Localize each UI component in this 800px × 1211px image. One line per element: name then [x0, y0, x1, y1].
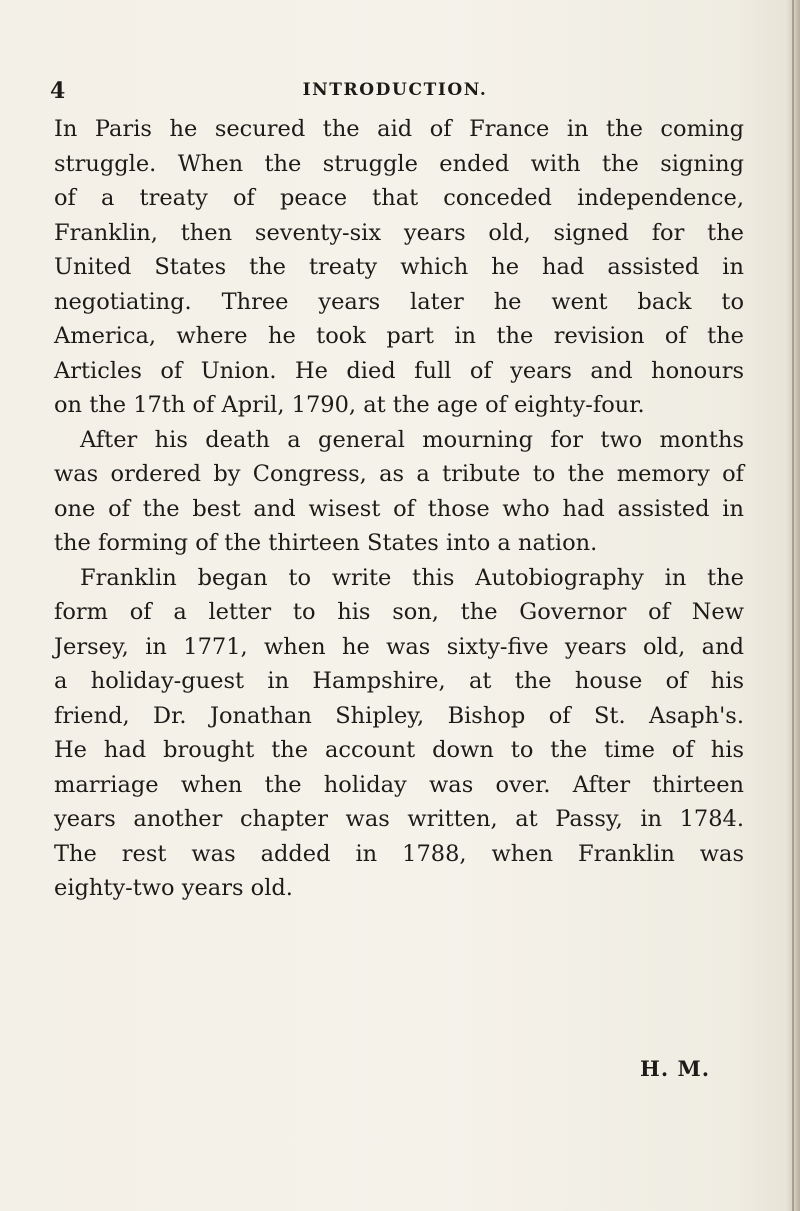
text-line: was ordered by Congress, as a tribute to the memory of — [54, 461, 744, 487]
text-line: negotiating. Three years later he went back to — [54, 288, 744, 315]
text-line: years another chapter was written, at Passy, in 1784. — [54, 806, 744, 832]
text-line: on the 17th of April, 1790, at the age of eighty-four. — [54, 392, 645, 418]
text-line: United States the treaty which he had assisted in — [54, 254, 744, 280]
text-line: After his death a general mourning for two months — [80, 426, 744, 453]
text-line: Articles of Union. He died full of years and honours — [54, 357, 744, 384]
text-line: The rest was added in 1788, when Franklin was — [54, 840, 744, 867]
text-line: In Paris he secured the aid of France in the coming — [54, 116, 744, 142]
running-head: INTRODUCTION. — [302, 80, 488, 100]
text-line: Jersey, in 1771, when he was sixty-five years old, and — [54, 633, 744, 660]
text-line: He had brought the account down to the time of his — [54, 737, 744, 763]
text-line: eighty-two years old. — [54, 875, 293, 901]
page-number: 4 — [50, 78, 67, 104]
text-line: a holiday-guest in Hampshire, at the house of his — [54, 668, 744, 694]
text-line: Franklin began to write this Autobiography in the — [80, 564, 744, 591]
text-line: one of the best and wisest of those who had assisted in — [54, 495, 744, 522]
text-line: form of a letter to his son, the Governor of New — [54, 599, 744, 625]
author-initials: H. M. — [640, 1056, 711, 1081]
page-header — [50, 78, 740, 108]
text-line: friend, Dr. Jonathan Shipley, Bishop of St. Asaph's. — [54, 702, 744, 729]
page-edge-line — [792, 0, 794, 1211]
text-line: struggle. When the struggle ended with the signing — [54, 150, 744, 177]
text-line: marriage when the holiday was over. After thirteen — [54, 771, 744, 798]
text-line: the forming of the thirteen States into a nation. — [54, 530, 598, 556]
text-line: Franklin, then seventy-six years old, signed for the — [54, 219, 744, 246]
body-text — [54, 112, 744, 906]
text-line: America, where he took part in the revision of the — [54, 323, 744, 349]
text-line: of a treaty of peace that conceded independence, — [54, 185, 744, 211]
